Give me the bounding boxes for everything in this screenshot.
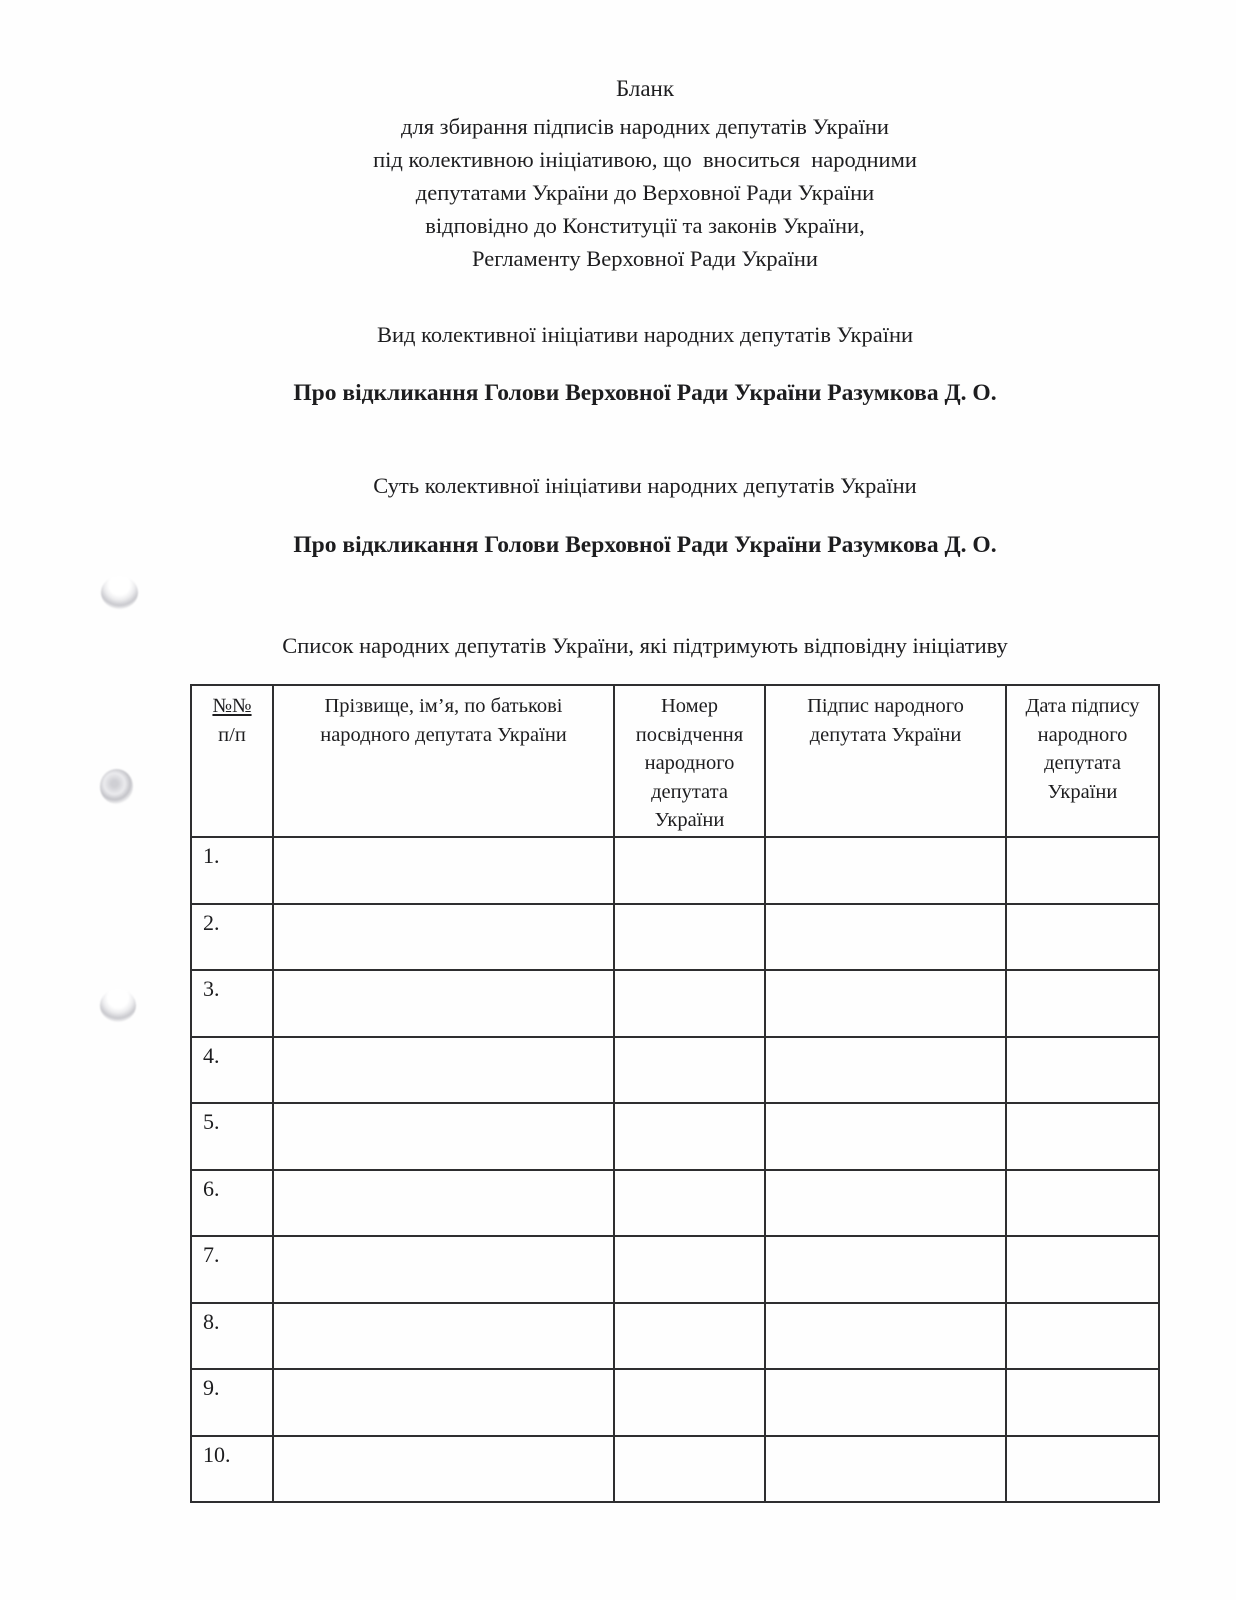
row-number-cell: 6. xyxy=(191,1170,273,1237)
document-title: Бланк xyxy=(615,76,675,101)
document-subtitle xyxy=(55,110,1235,275)
date-cell-empty xyxy=(1006,970,1159,1037)
signature-cell-empty xyxy=(765,904,1006,971)
signatories-list-heading: Список народних депутатів України, які підтримують відповідну ініціативу xyxy=(282,633,1008,658)
fullname-cell-empty xyxy=(273,1170,614,1237)
row-number-cell: 9. xyxy=(191,1369,273,1436)
certificate-cell-empty xyxy=(614,1103,765,1170)
hole-punch-artifact xyxy=(100,989,136,1022)
hole-punch-artifact xyxy=(100,769,133,804)
fullname-cell-empty xyxy=(273,970,614,1037)
table-row xyxy=(191,904,1159,971)
certificate-cell-empty xyxy=(614,1369,765,1436)
date-cell-empty xyxy=(1006,1236,1159,1303)
fullname-cell-empty xyxy=(273,1037,614,1104)
fullname-cell-empty xyxy=(273,1303,614,1370)
date-cell-empty xyxy=(1006,904,1159,971)
table-header-row xyxy=(191,685,1159,837)
date-cell-empty xyxy=(1006,1303,1159,1370)
initiative-type-label: Вид колективної ініціативи народних депутатів України xyxy=(376,322,914,347)
initiative-essence-label: Суть колективної ініціативи народних депутатів України xyxy=(373,473,917,498)
col-header-ordinal-line2: п/п xyxy=(218,723,246,746)
signature-cell-empty xyxy=(765,1369,1006,1436)
col-header-date-line4: України xyxy=(1047,780,1118,803)
subtitle-line: депутатами України до Верховної Ради України xyxy=(415,180,875,205)
signature-cell-empty xyxy=(765,970,1006,1037)
signature-cell-empty xyxy=(765,1436,1006,1503)
col-header-certificate-line1: Номер xyxy=(661,695,718,717)
date-cell-empty xyxy=(1006,1037,1159,1104)
initiative-type-value: Про відкликання Голови Верховної Ради України Разумкова Д. О. xyxy=(293,380,997,406)
date-cell-empty xyxy=(1006,1436,1159,1503)
col-header-certificate-line3: народного xyxy=(644,752,735,774)
certificate-cell-empty xyxy=(614,1037,765,1104)
fullname-cell-empty xyxy=(273,1103,614,1170)
row-number-cell: 8. xyxy=(191,1303,273,1370)
row-number-cell: 10. xyxy=(191,1436,273,1503)
date-cell-empty xyxy=(1006,1170,1159,1237)
row-number-cell: 4. xyxy=(191,1037,273,1104)
col-header-fullname-line2: народного депутата України xyxy=(320,723,567,746)
row-number-cell: 1. xyxy=(191,837,273,904)
fullname-cell-empty xyxy=(273,1436,614,1503)
row-number-cell: 7. xyxy=(191,1236,273,1303)
col-header-certificate-line5: України xyxy=(654,809,725,831)
signature-cell-empty xyxy=(765,1170,1006,1237)
col-header-ordinal xyxy=(191,685,273,837)
col-header-signature xyxy=(765,685,1006,837)
date-cell-empty xyxy=(1006,837,1159,904)
table-row xyxy=(191,1236,1159,1303)
signature-cell-empty xyxy=(765,1303,1006,1370)
fullname-cell-empty xyxy=(273,904,614,971)
row-number-cell: 3. xyxy=(191,970,273,1037)
col-header-signature-line2: депутата України xyxy=(809,723,962,746)
signature-cell-empty xyxy=(765,1103,1006,1170)
col-header-signature-line1: Підпис народного xyxy=(807,695,964,717)
col-header-fullname-line1: Прізвище, ім’я, по батькові xyxy=(324,695,563,717)
col-header-fullname xyxy=(273,685,614,837)
certificate-cell-empty xyxy=(614,1303,765,1370)
initiative-essence-value: Про відкликання Голови Верховної Ради України Разумкова Д. О. xyxy=(293,532,997,558)
table-row xyxy=(191,1436,1159,1503)
table-row xyxy=(191,1170,1159,1237)
hole-punch-artifact xyxy=(101,576,138,609)
subtitle-line: для збирання підписів народних депутатів України xyxy=(401,114,889,139)
col-header-date-line1: Дата підпису xyxy=(1025,695,1140,717)
certificate-cell-empty xyxy=(614,1436,765,1503)
certificate-cell-empty xyxy=(614,1236,765,1303)
col-header-date-line3: депутата xyxy=(1044,752,1121,774)
table-row xyxy=(191,1103,1159,1170)
table-row xyxy=(191,1303,1159,1370)
signature-cell-empty xyxy=(765,837,1006,904)
col-header-signature-date xyxy=(1006,685,1159,837)
subtitle-line: Регламенту Верховної Ради України xyxy=(472,246,818,271)
row-number-cell: 5. xyxy=(191,1103,273,1170)
col-header-certificate-line4: депутата xyxy=(651,780,728,803)
fullname-cell-empty xyxy=(273,837,614,904)
col-header-ordinal-line1: №№ xyxy=(212,695,252,717)
fullname-cell-empty xyxy=(273,1369,614,1436)
date-cell-empty xyxy=(1006,1103,1159,1170)
col-header-certificate-number xyxy=(614,685,765,837)
table-row xyxy=(191,1369,1159,1436)
col-header-certificate-line2: посвідчення xyxy=(635,723,744,746)
col-header-date-line2: народного xyxy=(1037,723,1128,746)
certificate-cell-empty xyxy=(614,837,765,904)
certificate-cell-empty xyxy=(614,1170,765,1237)
row-number-cell: 2. xyxy=(191,904,273,971)
certificate-cell-empty xyxy=(614,970,765,1037)
fullname-cell-empty xyxy=(273,1236,614,1303)
table-row xyxy=(191,970,1159,1037)
subtitle-line: під колективною ініціативою, що вноситься народними xyxy=(373,147,917,172)
date-cell-empty xyxy=(1006,1369,1159,1436)
signature-table xyxy=(190,684,1160,1503)
subtitle-line: відповідно до Конституції та законів України, xyxy=(425,213,865,238)
certificate-cell-empty xyxy=(614,904,765,971)
table-row xyxy=(191,837,1159,904)
signature-cell-empty xyxy=(765,1236,1006,1303)
signature-cell-empty xyxy=(765,1037,1006,1104)
table-row xyxy=(191,1037,1159,1104)
